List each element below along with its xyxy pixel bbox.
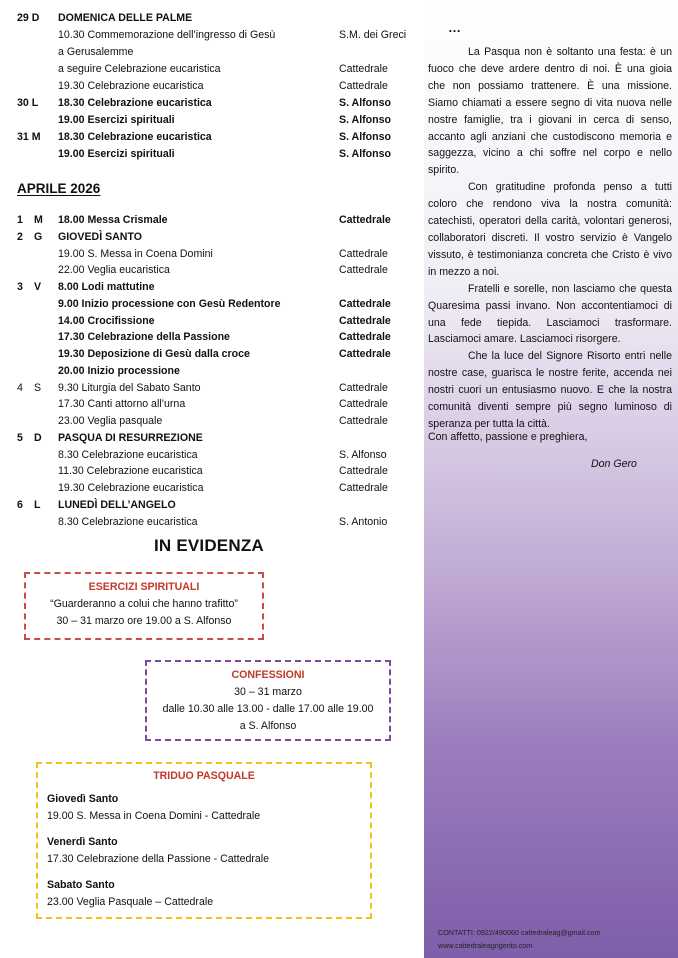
schedule-place: S. Alfonso [339, 448, 387, 461]
schedule-event: 9.30 Liturgia del Sabato Santo [58, 381, 201, 394]
letter-signature: Don Gero [591, 458, 637, 470]
triduo-text: 17.30 Celebrazione della Passione - Cattedrale [47, 853, 270, 865]
schedule-place: S. Alfonso [339, 97, 391, 109]
schedule-day-number: 5 [17, 431, 23, 444]
letter-paragraph: Fratelli e sorelle, non lasciamo che questa Quaresima passi invano. Non accontentiamoci di una fede tiepida. Lasciamoci trasformare. Lasciamoci amare. Lasciamoci risorgere. [428, 282, 672, 346]
schedule-event: 9.00 Inizio processione con Gesù Redentore [58, 297, 281, 310]
schedule-day-number: 4 [17, 381, 23, 394]
schedule-place: S.M. dei Greci [339, 29, 407, 41]
schedule-event: LUNEDÌ DELL’ANGELO [58, 498, 176, 511]
schedule-place: Cattedrale [339, 348, 391, 360]
esercizi-line: 30 – 31 marzo ore 19.00 a S. Alfonso [56, 615, 232, 627]
schedule-place: S. Alfonso [339, 148, 391, 160]
schedule-event: DOMENICA DELLE PALME [58, 12, 193, 24]
schedule-event: 14.00 Crocifissione [58, 314, 155, 327]
schedule-place: Cattedrale [339, 247, 388, 260]
schedule-weekday: G [34, 230, 43, 243]
schedule-place: Cattedrale [339, 381, 388, 394]
schedule-event: 10.30 Commemorazione dell’ingresso di Gesù [58, 29, 276, 41]
schedule-weekday: M [34, 214, 43, 226]
letter-paragraph: Che la luce del Signore Risorto entri nelle nostre case, guarisca le nostre ferite, accenda nei nostri cuori un entusiasmo nuovo. E che la nostra comunità diventi sempre più segno luminoso di speranza per tutta la città. [428, 350, 672, 430]
schedule-event: 19.00 Esercizi spirituali [58, 148, 175, 160]
contacts-line: CONTATTI: 0922/490060 cattedraleag@gmail.com [438, 928, 601, 937]
schedule-place: S. Antonio [339, 515, 388, 528]
schedule-day: 29 D [17, 12, 40, 24]
schedule-place: Cattedrale [339, 331, 391, 344]
schedule-day: 31 M [17, 131, 41, 143]
schedule-event: 19.30 Deposizione di Gesù dalla croce [58, 348, 250, 360]
schedule-event: 20.00 Inizio processione [58, 364, 180, 377]
confessioni-line: a S. Alfonso [239, 720, 297, 732]
schedule-event: a seguire Celebrazione eucaristica [58, 63, 221, 75]
schedule-event: 18.00 Messa Crismale [58, 214, 168, 226]
schedule-event: GIOVEDÌ SANTO [58, 230, 142, 243]
letter-body [428, 44, 672, 433]
schedule-place: Cattedrale [339, 314, 391, 327]
schedule-event: 23.00 Veglia pasquale [58, 415, 163, 427]
schedule-event: 19.00 S. Messa in Coena Domini [58, 247, 213, 260]
triduo-text: 19.00 S. Messa in Coena Domini - Cattedrale [47, 810, 261, 822]
schedule-day-number: 6 [17, 498, 23, 511]
schedule-day: 30 L [17, 97, 39, 109]
schedule-place: S. Alfonso [339, 114, 391, 126]
letter-ellipsis: … [448, 20, 461, 35]
triduo-day: Giovedì Santo [47, 793, 119, 805]
confessioni-line: dalle 10.30 alle 13.00 - dalle 17.00 alle 19.00 [162, 703, 374, 715]
schedule-event: 18.30 Celebrazione eucaristica [58, 97, 212, 109]
letter-closing: Con affetto, passione e preghiera, [428, 431, 588, 443]
schedule-event: 22.00 Veglia eucaristica [58, 264, 170, 277]
schedule-place: Cattedrale [339, 63, 388, 75]
schedule-place: Cattedrale [339, 297, 391, 310]
schedule-day-number: 3 [17, 281, 23, 293]
schedule-place: Cattedrale [339, 465, 388, 478]
contacts-line: www.cattedraleagrigento.com [438, 941, 533, 950]
schedule-place: Cattedrale [339, 398, 388, 411]
schedule-place: Cattedrale [339, 264, 388, 277]
letter-paragraph: Con gratitudine profonda penso a tutti coloro che rendono viva la nostra comunità: catechisti, operatori della carità, volontari generosi, collaboratori discreti. Il vostro servizio è Vangelo vissuto, è testimonianza concreta che Cristo è vivo in mezzo a noi. [428, 181, 672, 278]
esercizi-box [24, 572, 264, 640]
confessioni-title: CONFESSIONI [231, 669, 305, 681]
schedule-event: 17.30 Canti attorno all’urna [58, 398, 186, 411]
triduo-title: TRIDUO PASQUALE [153, 770, 255, 782]
schedule-day-number: 1 [17, 214, 23, 226]
schedule-event: 8.30 Celebrazione eucaristica [58, 448, 198, 461]
schedule-place: Cattedrale [339, 482, 388, 494]
schedule-weekday: D [34, 431, 42, 444]
confessioni-box [145, 660, 391, 741]
triduo-day: Venerdì Santo [47, 836, 118, 848]
schedule-event: 11.30 Celebrazione eucaristica [58, 465, 203, 478]
schedule-event: 8.00 Lodi mattutine [58, 281, 155, 293]
contacts [438, 926, 600, 952]
schedule-weekday: L [34, 498, 41, 511]
schedule-place: Cattedrale [339, 214, 391, 226]
triduo-text: 23.00 Veglia Pasquale – Cattedrale [47, 896, 214, 908]
schedule-place: Cattedrale [339, 415, 388, 427]
schedule-weekday: S [34, 381, 42, 394]
schedule-weekday: V [34, 281, 42, 293]
schedule-event: 19.00 Esercizi spirituali [58, 114, 175, 126]
schedule-event: 18.30 Celebrazione eucaristica [58, 131, 212, 143]
schedule-event: PASQUA DI RESURREZIONE [58, 431, 203, 444]
triduo-day: Sabato Santo [47, 879, 115, 891]
schedule-event: 17.30 Celebrazione della Passione [58, 331, 230, 344]
letter-panel [424, 0, 678, 958]
triduo-box [36, 762, 372, 919]
schedule-event: 19.30 Celebrazione eucaristica [58, 482, 204, 494]
letter-paragraph: La Pasqua non è soltanto una festa: è un fuoco che deve ardere dentro di noi. È una gioia che non possiamo trattenere. È una missione. Siamo chiamati a essere segno di vita nuova nelle nostre famiglie, tra i giovani in cerca di senso, accanto agli anziani che custodiscono memoria e saggezza, vicino a chi soffre nel corpo e nello spirito. [428, 46, 672, 177]
esercizi-line: “Guarderanno a colui che hanno trafitto” [50, 598, 238, 610]
evidenza-title: IN EVIDENZA [154, 536, 264, 555]
schedule-event: 8.30 Celebrazione eucaristica [58, 515, 198, 528]
month-title: APRILE 2026 [17, 181, 101, 196]
schedule-day-number: 2 [17, 230, 23, 243]
schedule-event: 19.30 Celebrazione eucaristica [58, 80, 204, 92]
schedule-place: S. Alfonso [339, 131, 391, 143]
confessioni-line: 30 – 31 marzo [234, 686, 302, 698]
schedule-place: Cattedrale [339, 80, 388, 92]
schedule-event: a Gerusalemme [58, 46, 134, 58]
esercizi-title: ESERCIZI SPIRITUALI [88, 581, 200, 593]
